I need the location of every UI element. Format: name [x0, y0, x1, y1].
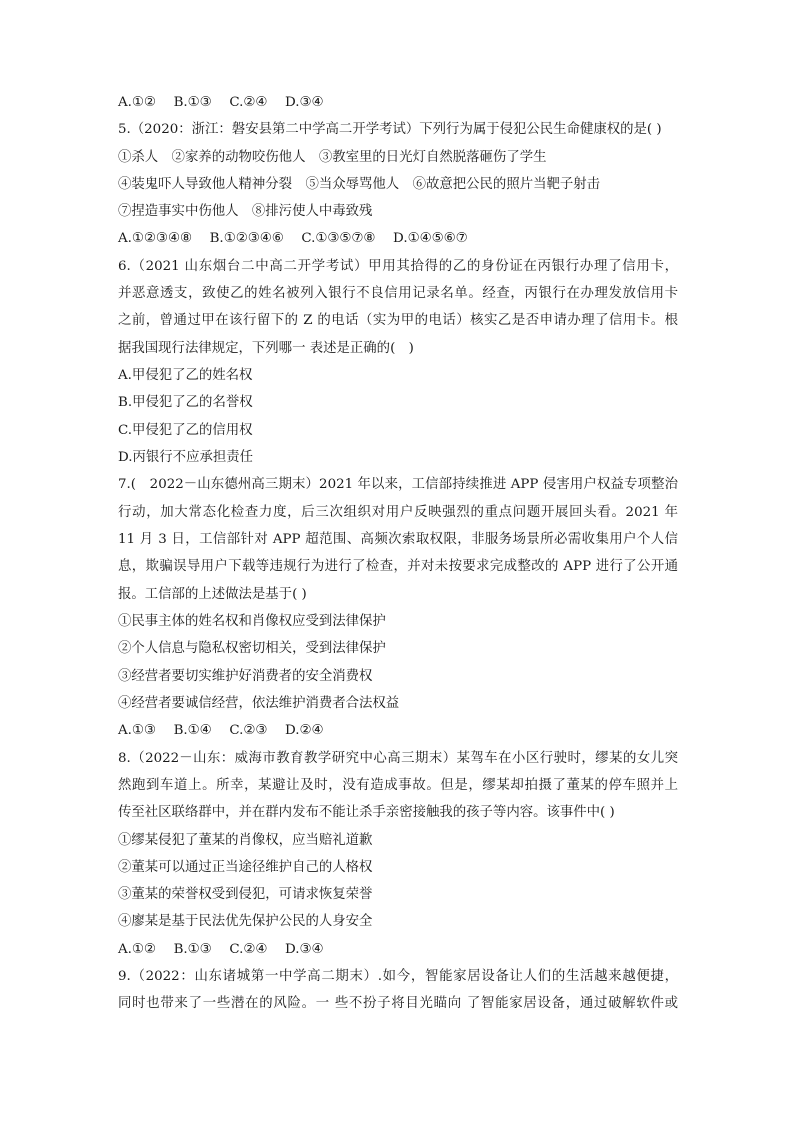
- question-8-stem-1: 8.（2022－山东：威海市教育教学研究中心高三期末）某驾车在小区行驶时，缪某的女儿突: [118, 751, 678, 766]
- question-7-statement-3: ③经营者要切实维护好消费者的安全消费权: [118, 669, 373, 684]
- question-7-statement-2: ②个人信息与隐私权密切相关，受到法律保护: [118, 641, 386, 656]
- question-9-stem-2: 同时也带来了一些潜在的风险。一 些不扮子将目光瞄向 了智能家居设备，通过破解软件或: [118, 996, 678, 1011]
- question-6-stem-3: 之前，曾通过甲在该行留下的 Z 的电话（实为甲的电话）核实乙是否申请办理了信用卡。根: [118, 313, 678, 328]
- question-7-statement-4: ④经营者要诚信经营，依法维护消费者合法权益: [118, 696, 400, 711]
- question-5-statements-2: ④装鬼吓人导致他人精神分裂 ⑤当众辱骂他人 ⑥故意把公民的照片当靶子射击: [118, 177, 601, 192]
- answer-options-q5: A.①②③④⑧ B.①②③④⑥ C.①③⑤⑦⑧ D.①④⑤⑥⑦: [118, 231, 468, 246]
- question-9-stem-1: 9.（2022：山东诸城第一中学高二期末）.如今，智能家居设备让人们的生活越来越便捷，: [118, 969, 678, 984]
- question-7-stem-5: 报。工信部的上述做法是基于( ): [118, 587, 307, 602]
- question-8-statement-4: ④廖某是基于民法优先保护公民的人身安全: [118, 914, 373, 929]
- question-7-stem-2: 行动，加大常态化检查力度，后三次组织对用户反映强烈的重点问题开展回头看。2021 年: [118, 505, 678, 520]
- answer-options-q7: A.①③ B.①④ C.②③ D.②④: [118, 723, 324, 738]
- question-6-stem-4: 据我国现行法律规定，下列哪一 表述是正确的( ): [118, 341, 414, 356]
- answer-options-q4: A.①② B.①③ C.②④ D.③④: [118, 95, 324, 110]
- question-6-option-b: B.甲侵犯了乙的名誉权: [118, 395, 253, 410]
- answer-options-q8: A.①② B.①③ C.②④ D.③④: [118, 942, 324, 957]
- question-5-statements-1: ①杀人 ②家养的动物咬伤他人 ③教室里的日光灯自然脱落砸伤了学生: [118, 150, 547, 165]
- question-8-stem-3: 传至社区联络群中，并在群内发布不能让杀手亲密接触我的孩子等内容。该事件中( ): [118, 805, 615, 820]
- question-6-option-c: C.甲侵犯了乙的信用权: [118, 423, 253, 438]
- question-7-stem-3: 11 月 3 日，工信部针对 APP 超范围、高频次索取权限，非服务场景所必需收集用户个人信: [118, 532, 678, 547]
- question-7-stem-1: 7.( 2022－山东德州高三期末）2021 年以来，工信部持续推进 APP 侵害用户权益专项整治: [118, 477, 678, 492]
- question-7-statement-1: ①民事主体的姓名权和肖像权应受到法律保护: [118, 614, 386, 629]
- question-5-statements-3: ⑦捏造事实中伤他人 ⑧排污使人中毒致残: [118, 204, 373, 219]
- question-8-statement-1: ①缪某侵犯了董某的肖像权，应当赔礼道歉: [118, 833, 373, 848]
- question-6-option-d: D.丙银行不应承担责任: [118, 450, 254, 465]
- question-5-stem: 5.（2020：浙江：磐安县第二中学高二开学考试）下列行为属于侵犯公民生命健康权的是( ): [118, 122, 662, 137]
- question-8-statement-2: ②董某可以通过正当途径维护自己的人格权: [118, 860, 373, 875]
- question-6-stem-1: 6.（2021 山东烟台二中高二开学考试）甲用其拾得的乙的身份证在丙银行办理了信用卡，: [118, 259, 678, 274]
- question-6-option-a: A.甲侵犯了乙的姓名权: [118, 368, 253, 383]
- question-7-stem-4: 息，欺骗误导用户下载等违规行为进行了检查，并对未按要求完成整改的 APP 进行了公开通: [118, 559, 678, 574]
- question-6-stem-2: 并恶意透支，致使乙的姓名被列入银行不良信用记录名单。经查，丙银行在办理发放信用卡: [118, 286, 678, 301]
- question-8-stem-2: 然跑到车道上。所幸，某避让及时，没有造成事故。但是，缪某却拍摄了董某的停车照并上: [118, 778, 678, 793]
- question-8-statement-3: ③董某的荣誉权受到侵犯，可请求恢复荣誉: [118, 887, 373, 902]
